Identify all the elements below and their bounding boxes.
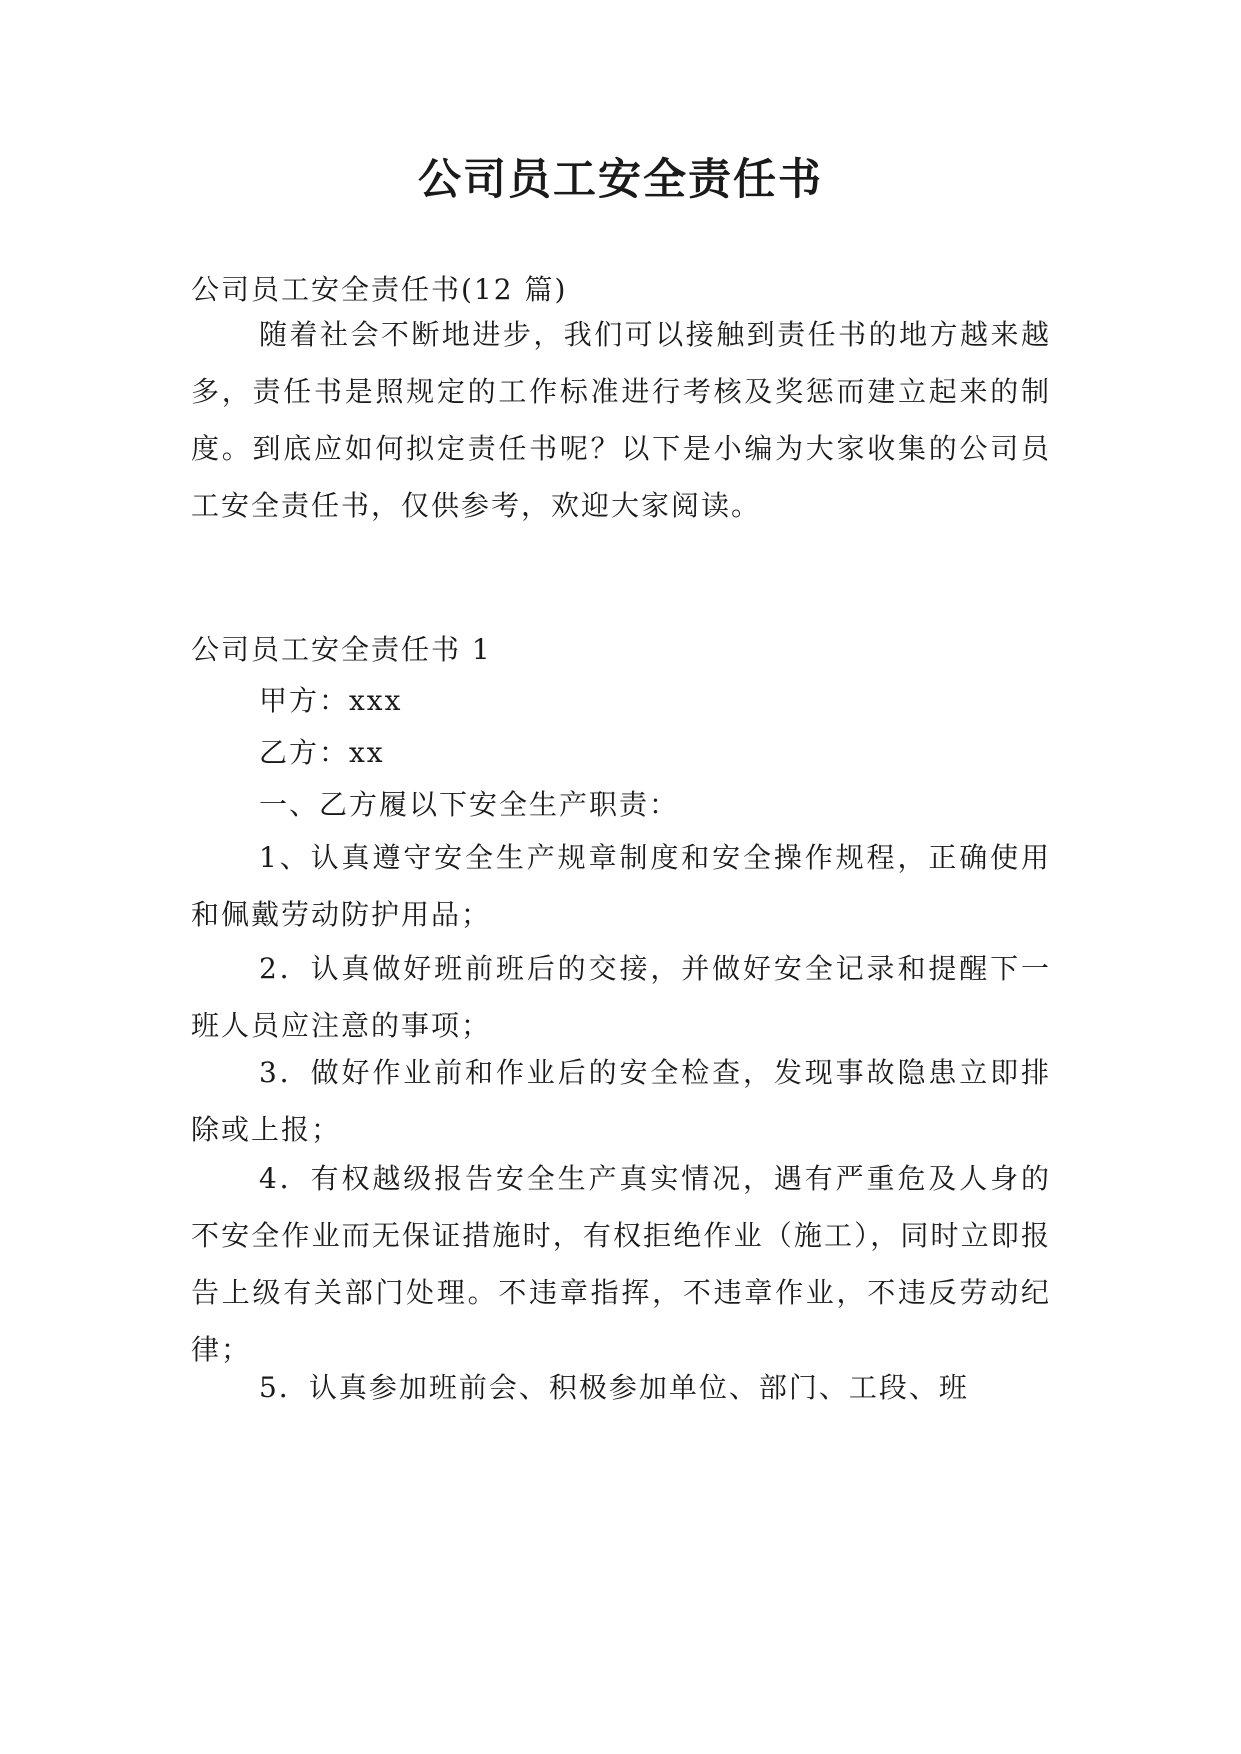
duties-heading: 一、乙方履以下安全生产职责： — [259, 788, 680, 821]
document-subtitle: 公司员工安全责任书(12 篇) — [191, 273, 568, 306]
duty-item-3: 3．做好作业前和作业后的安全检查，发现事故隐患立即排除或上报； — [191, 1056, 1051, 1146]
document-title: 公司员工安全责任书 — [418, 155, 823, 205]
party-b: 乙方：xx — [259, 736, 385, 769]
intro-paragraph: 随着社会不断地进步，我们可以接触到责任书的地方越来越多，责任书是照规定的工作标准进行考核及奖惩而建立起来的制度。到底应如何拟定责任书呢？以下是小编为大家收集的公司员工安全责任书，仅供参考，欢迎大家阅读。 — [191, 318, 1051, 522]
duty-item-1: 1、认真遵守安全生产规章制度和安全操作规程，正确使用和佩戴劳动防护用品； — [191, 841, 1051, 931]
party-a: 甲方：xxx — [259, 684, 403, 717]
duty-item-4: 4．有权越级报告安全生产真实情况，遇有严重危及人身的不安全作业而无保证措施时，有权拒绝作业（施工），同时立即报告上级有关部门处理。不违章指挥，不违章作业，不违反劳动纪律； — [191, 1162, 1051, 1366]
duty-item-2: 2．认真做好班前班后的交接，并做好安全记录和提醒下一班人员应注意的事项； — [191, 952, 1051, 1042]
duty-item-5: 5．认真参加班前会、积极参加单位、部门、工段、班 — [259, 1371, 969, 1404]
section-title: 公司员工安全责任书 1 — [191, 633, 492, 666]
